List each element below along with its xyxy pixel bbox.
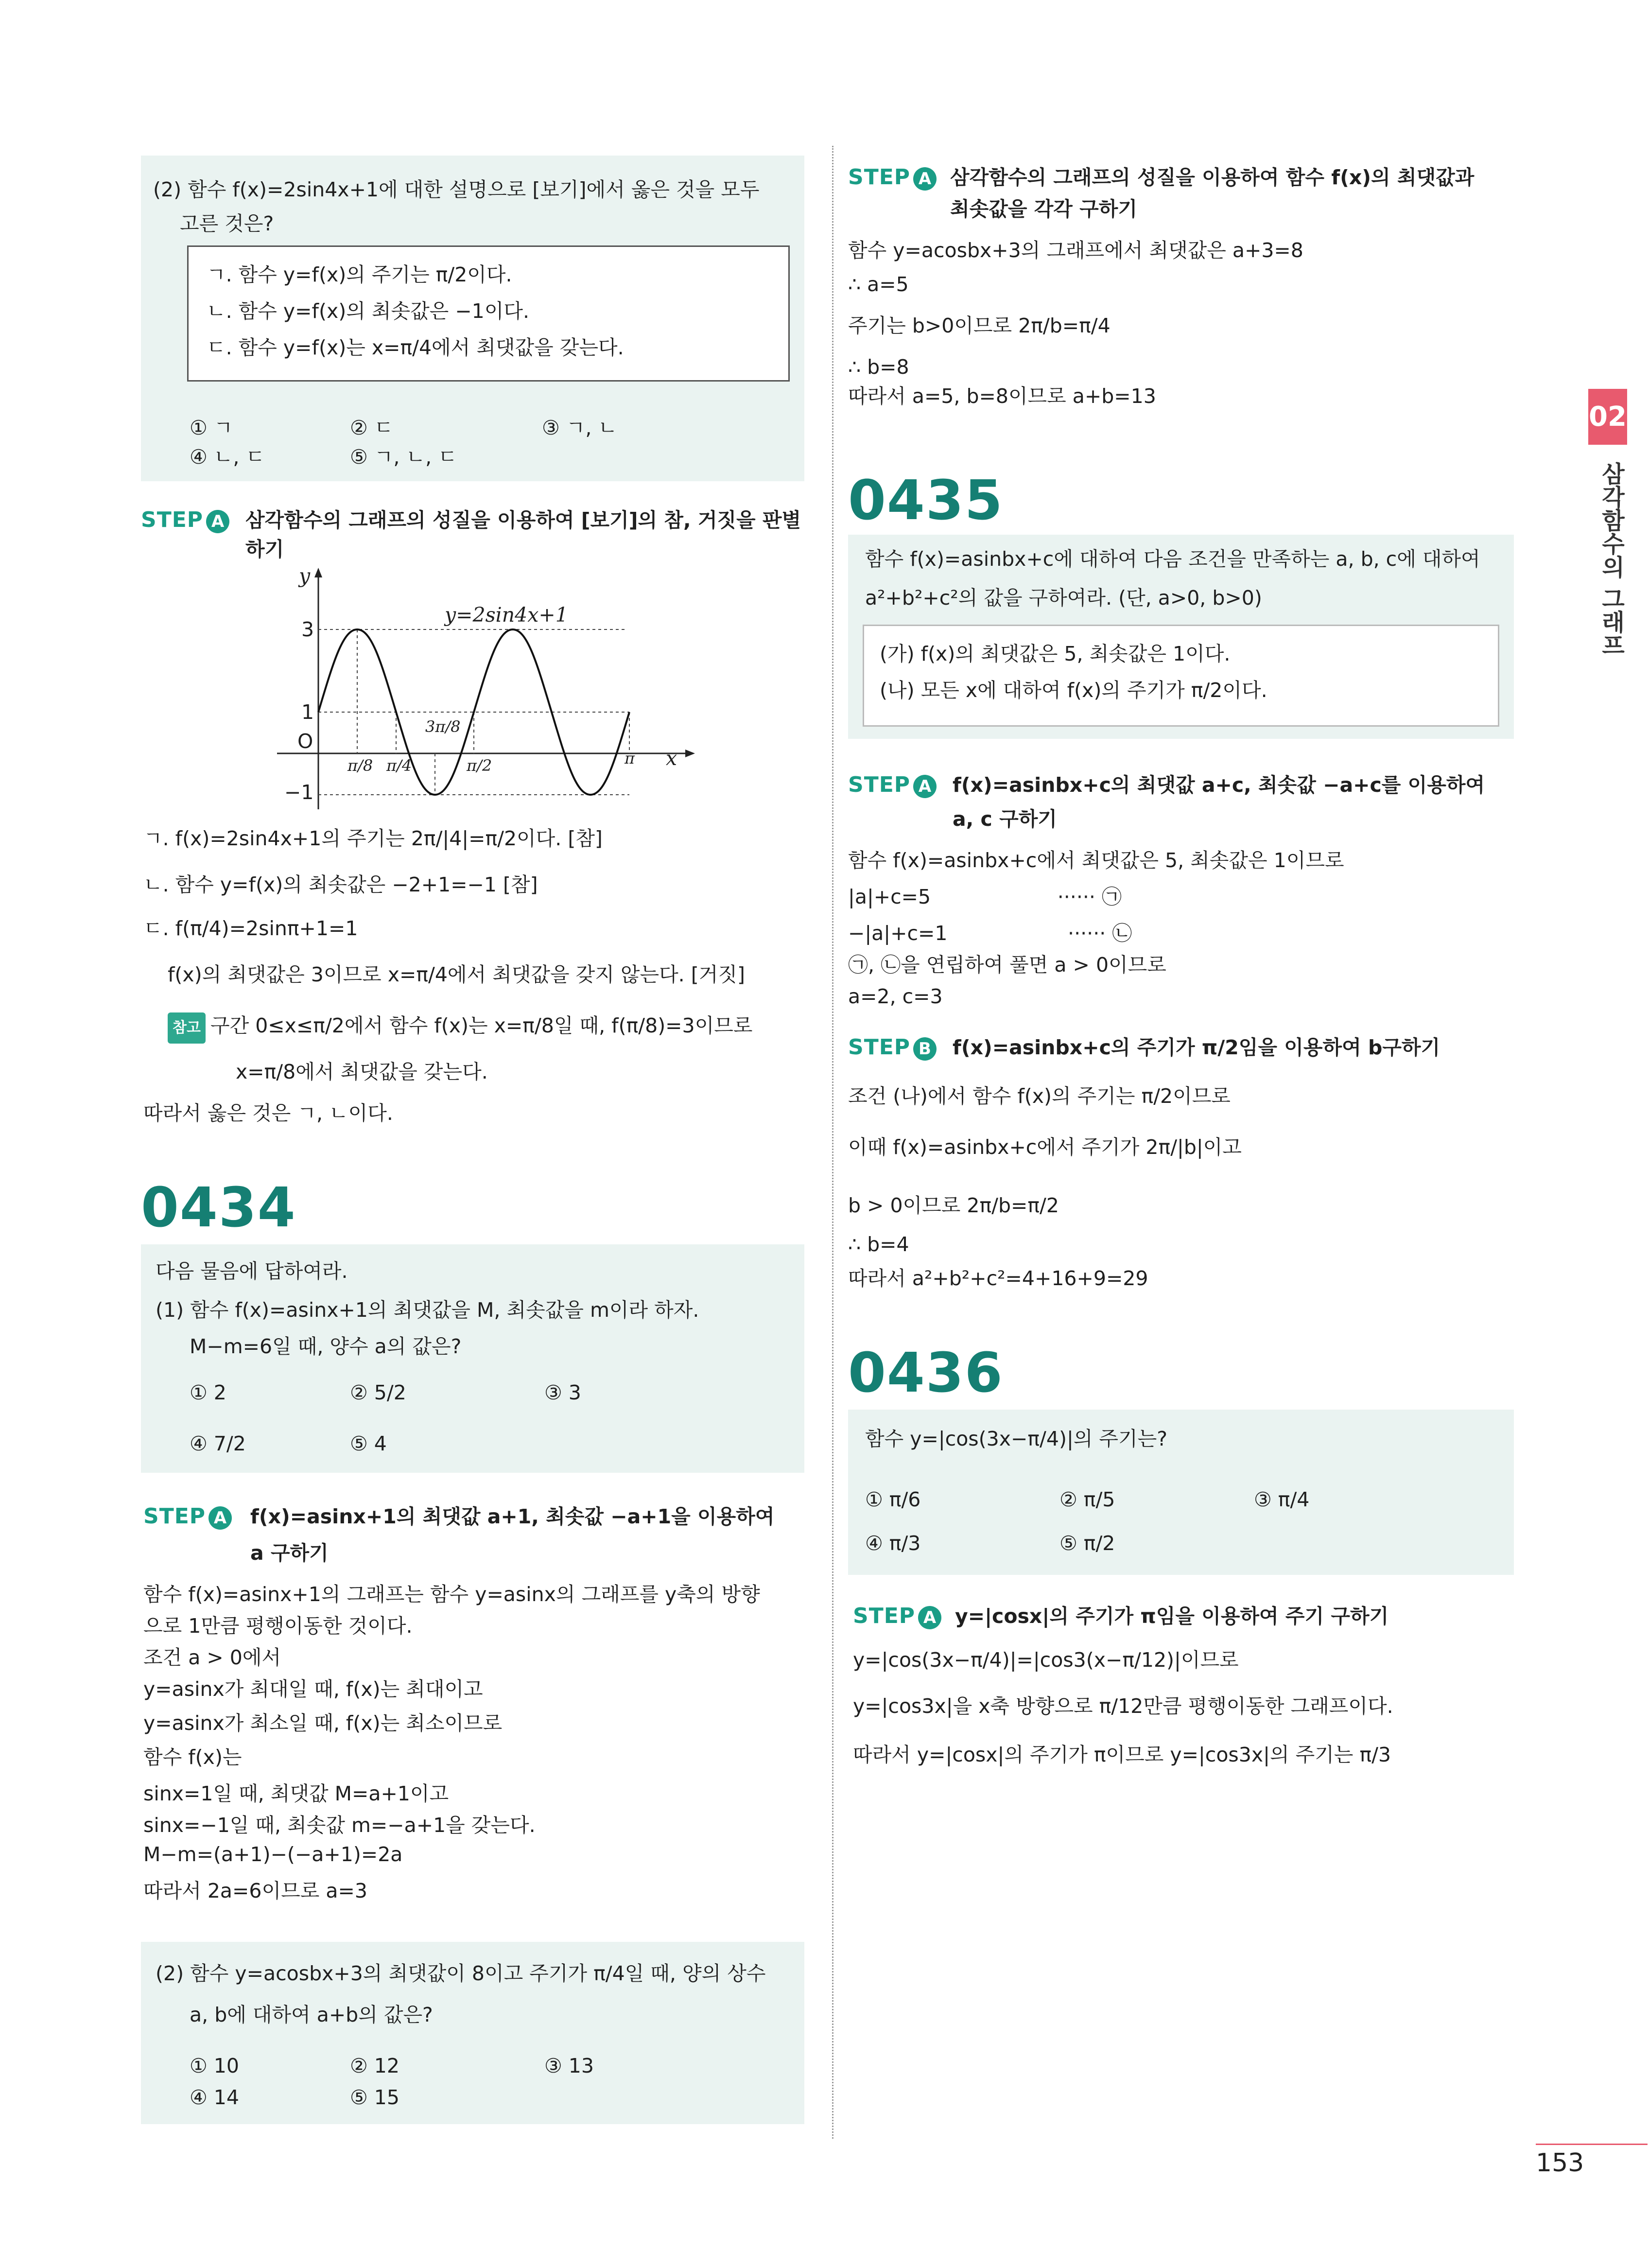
step-heading-0435b [848,1033,937,1062]
p0434-q1-choice-2: ② 5/2 [350,1381,406,1404]
prev-sol-4: f(x)의 최댓값은 3이므로 x=π/4에서 최댓값을 갖지 않는다. [거짓] [168,963,745,986]
p0434-sol-8: sinx=−1일 때, 최솟값 m=−a+1을 갖는다. [143,1814,536,1837]
p0434-q1-choice-4: ④ 7/2 [190,1432,246,1455]
graph-xtick-pi: π [625,749,635,768]
graph-tick-1: 1 [301,700,314,724]
p0434-sol-5: y=asinx가 최소일 때, f(x)는 최소이므로 [143,1711,503,1735]
p0435-stepB-3: b > 0이므로 2π/b=π/2 [848,1194,1059,1217]
graph-tick-3: 3 [301,618,314,641]
p0434-q1-choice-5: ⑤ 4 [350,1432,387,1455]
p0435-q-line1: 함수 f(x)=asinbx+c에 대하여 다음 조건을 만족하는 a, b, c에 대하여 [865,547,1480,571]
bogi-item-2: ㄴ. 함수 y=f(x)의 최솟값은 −1이다. [207,299,530,323]
p0434-q2-line1: (2) 함수 y=acosbx+3의 최댓값이 8이고 주기가 π/4일 때, 양의 상수 [156,1962,766,1985]
graph-xtick-pi8: π/8 [347,756,373,775]
chapter-title: 삼각함수의 그래프 [1597,462,1625,657]
step-label: STEP [853,1604,916,1628]
page-number-rule [1536,2144,1648,2145]
step-label: STEP [848,772,911,797]
p0436-sol-2: y=|cos3x|을 x축 방향으로 π/12만큼 평행이동한 그래프이다. [853,1694,1393,1718]
step-label: STEP [143,1504,206,1529]
p0436-choice-4: ④ π/3 [865,1532,921,1555]
prev-sol-3: ㄷ. f(π/4)=2sinπ+1=1 [143,917,358,940]
prev-question-line1: (2) 함수 f(x)=2sin4x+1에 대한 설명으로 [보기]에서 옳은 것을 모두 [153,178,760,201]
graph-xtick-3pi8: 3π/8 [425,717,461,736]
p0435-cond-1: (가) f(x)의 최댓값은 5, 최솟값은 1이다. [880,642,1231,665]
note-tag: 참고 [168,1012,206,1044]
choice-3: ③ ㄱ, ㄴ [542,416,618,439]
bogi-item-1: ㄱ. 함수 y=f(x)의 주기는 π/2이다. [207,263,512,286]
p0434-step-title-line1: f(x)=asinx+1의 최댓값 a+1, 최솟값 −a+1을 이용하여 [250,1505,775,1528]
step-badge: A [206,510,229,533]
top-step-title-line1: 삼각함수의 그래프의 성질을 이용하여 함수 f(x)의 최댓값과 [950,166,1475,189]
top-step-title-line2: 최솟값을 각각 구하기 [950,197,1138,221]
graph-xtick-pi2: π/2 [467,756,492,775]
step-heading-prev [141,506,229,535]
p0434-sol-10: 따라서 2a=6이므로 a=3 [143,1879,367,1902]
step-badge: A [208,1506,232,1530]
top-sol-3: 주기는 b>0이므로 2π/b=π/4 [848,314,1111,337]
p0434-sol-3: 조건 a > 0에서 [143,1646,281,1669]
step-label: STEP [848,1035,911,1060]
choice-4: ④ ㄴ, ㄷ [190,445,265,469]
step-heading-0435a [848,770,937,800]
p0436-question: 함수 y=|cos(3x−π/4)|의 주기는? [865,1427,1167,1450]
p0435-stepA-title-1: f(x)=asinbx+c의 최댓값 a+c, 최솟값 −a+c를 이용하여 [953,773,1485,797]
prev-note-line2: x=π/8에서 최댓값을 갖는다. [236,1060,488,1083]
chapter-number-tab: 02 [1588,389,1627,445]
step-heading-0434 [143,1502,232,1531]
step-title-line2: 하기 [245,538,284,561]
choice-5: ⑤ ㄱ, ㄴ, ㄷ [350,445,457,469]
graph-xtick-pi4: π/4 [386,756,412,775]
problem-number-0436: 0436 [848,1342,1004,1405]
p0436-step-title: y=|cosx|의 주기가 π임을 이용하여 주기 구하기 [955,1605,1389,1628]
step-label: STEP [848,165,911,190]
p0435-stepB-title: f(x)=asinbx+c의 주기가 π/2임을 이용하여 b구하기 [953,1036,1441,1059]
p0434-q2-choice-3: ③ 13 [544,2054,594,2077]
p0435-stepB-4: ∴ b=4 [848,1233,909,1256]
page-number: 153 [1536,2148,1584,2178]
prev-note-line1 [168,1011,752,1044]
step-title-line1: 삼각함수의 그래프의 성질을 이용하여 [보기]의 참, 거짓을 판별 [245,508,801,532]
top-sol-2: ∴ a=5 [848,273,909,296]
p0434-step-title-line2: a 구하기 [250,1541,329,1565]
p0435-q-line2: a²+b²+c²의 값을 구하여라. (단, a>0, b>0) [865,586,1262,610]
note-text-1: 구간 0≤x≤π/2에서 함수 f(x)는 x=π/8일 때, f(π/8)=3이므로 [210,1014,753,1037]
step-heading-top [848,163,937,192]
p0435-stepA-4: ㉠, ㉡을 연립하여 풀면 a > 0이므로 [848,953,1166,977]
p0434-intro: 다음 물음에 답하여라. [156,1259,348,1283]
p0435-stepA-3: −|a|+c=1 ······ ㉡ [848,922,1132,945]
step-heading-0436 [853,1602,941,1631]
p0434-q1-choice-1: ① 2 [190,1381,226,1404]
p0435-stepB-2: 이때 f(x)=asinbx+c에서 주기가 2π/|b|이고 [848,1135,1242,1159]
graph-origin: O [297,730,313,753]
p0434-sol-4: y=asinx가 최대일 때, f(x)는 최대이고 [143,1677,483,1701]
problem-number-0434: 0434 [141,1176,296,1239]
p0435-stepB-5: 따라서 a²+b²+c²=4+16+9=29 [848,1267,1148,1290]
p0436-choice-2: ② π/5 [1059,1488,1115,1511]
top-sol-1: 함수 y=acosbx+3의 그래프에서 최댓값은 a+3=8 [848,239,1303,262]
step-badge: A [918,1606,941,1629]
p0436-sol-3: 따라서 y=|cosx|의 주기가 π이므로 y=|cos3x|의 주기는 π/3 [853,1743,1391,1766]
p0434-q2-choice-2: ② 12 [350,2054,399,2077]
graph-x-label: x [666,747,677,770]
graph-y-label: y [299,564,311,588]
prev-sol-1: ㄱ. f(x)=2sin4x+1의 주기는 2π/|4|=π/2이다. [참] [143,827,603,850]
p0435-stepA-1: 함수 f(x)=asinbx+c에서 최댓값은 5, 최솟값은 1이므로 [848,849,1344,872]
p0435-stepA-5: a=2, c=3 [848,985,943,1008]
prev-sol-2: ㄴ. 함수 y=f(x)의 최솟값은 −2+1=−1 [참] [143,873,538,896]
p0434-sol-2: 으로 1만큼 평행이동한 것이다. [143,1614,413,1638]
p0436-sol-1: y=|cos(3x−π/4)|=|cos3(x−π/12)|이므로 [853,1648,1239,1672]
column-divider [832,146,833,2139]
p0434-q1-line1: (1) 함수 f(x)=asinx+1의 최댓값을 M, 최솟값을 m이라 하자. [156,1298,699,1322]
p0435-stepA-title-2: a, c 구하기 [953,807,1057,831]
p0434-sol-1: 함수 f(x)=asinx+1의 그래프는 함수 y=asinx의 그래프를 y축의 방향 [143,1583,760,1606]
step-badge: A [913,167,937,191]
p0436-choice-3: ③ π/4 [1254,1488,1310,1511]
p0436-choice-1: ① π/6 [865,1488,921,1511]
p0436-choice-5: ⑤ π/2 [1059,1532,1115,1555]
p0434-q2-line2: a, b에 대하여 a+b의 값은? [190,2003,433,2026]
top-sol-4: ∴ b=8 [848,355,909,379]
step-badge: A [913,775,937,798]
prev-question-line2: 고른 것은? [180,212,274,235]
p0434-q1-choice-3: ③ 3 [544,1381,581,1404]
bogi-item-3: ㄷ. 함수 y=f(x)는 x=π/4에서 최댓값을 갖는다. [207,336,624,359]
p0435-cond-2: (나) 모든 x에 대하여 f(x)의 주기가 π/2이다. [880,679,1267,702]
prev-conclusion: 따라서 옳은 것은 ㄱ, ㄴ이다. [143,1101,393,1125]
p0434-sol-7: sinx=1일 때, 최댓값 M=a+1이고 [143,1782,449,1805]
step-label: STEP [141,507,204,532]
graph-curve-label: y=2sin4x+1 [445,603,568,627]
p0434-q2-choice-5: ⑤ 15 [350,2086,399,2109]
top-sol-5: 따라서 a=5, b=8이므로 a+b=13 [848,384,1156,408]
choice-2: ② ㄷ [350,416,394,439]
p0434-sol-9: M−m=(a+1)−(−a+1)=2a [143,1843,403,1866]
graph-tick-m1: −1 [284,781,314,804]
problem-number-0435: 0435 [848,469,1004,532]
choice-1: ① ㄱ [190,416,233,439]
p0435-stepA-2: |a|+c=5 ······ ㉠ [848,885,1122,908]
p0435-stepB-1: 조건 (나)에서 함수 f(x)의 주기는 π/2이므로 [848,1084,1231,1108]
p0434-sol-6: 함수 f(x)는 [143,1745,242,1769]
step-badge: B [913,1037,937,1061]
p0434-q2-choice-4: ④ 14 [190,2086,239,2109]
p0434-q2-choice-1: ① 10 [190,2054,239,2077]
p0434-q1-line2: M−m=6일 때, 양수 a의 값은? [190,1335,462,1358]
